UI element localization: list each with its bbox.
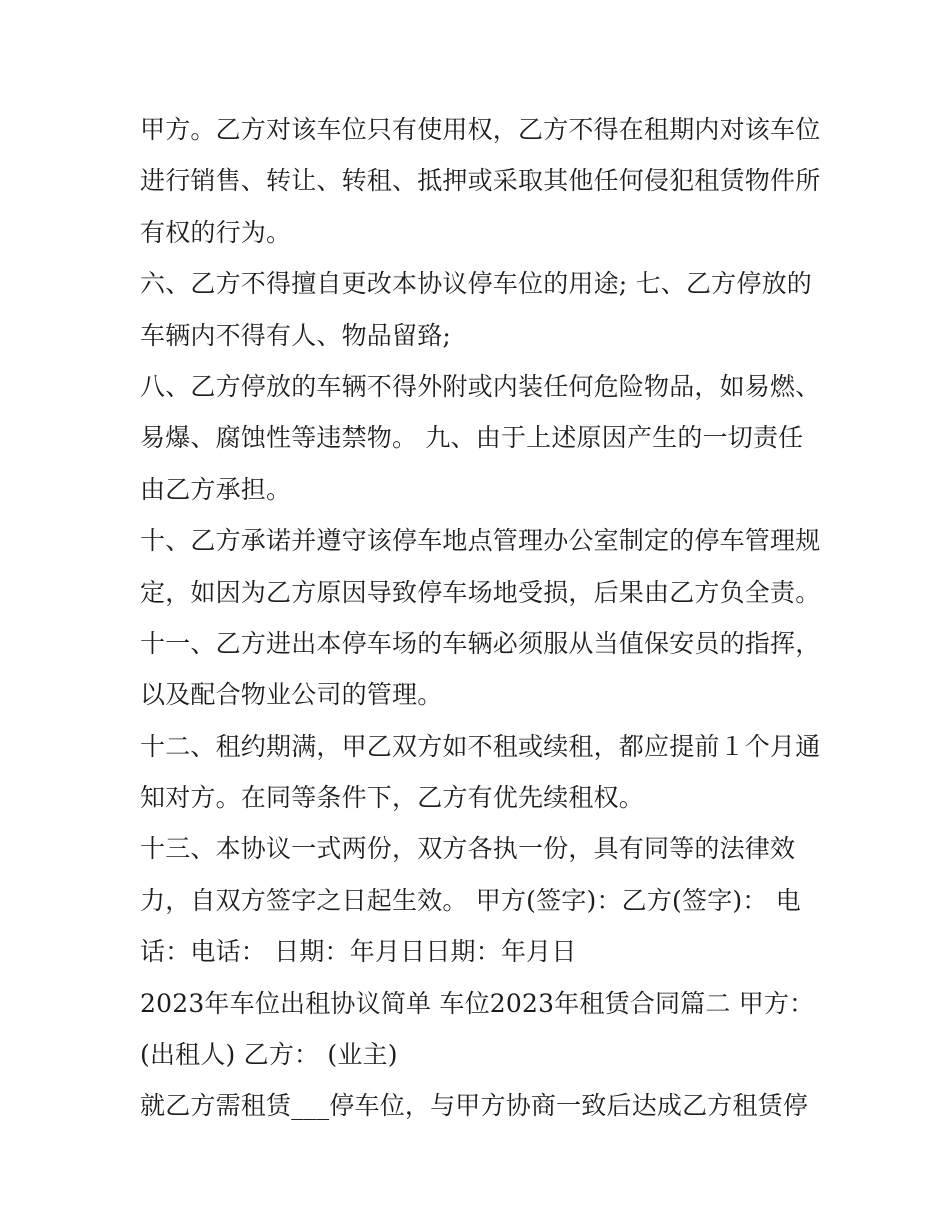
text-line: 十二、租约期满，甲乙双方如不租或续租，都应提前１个月通 — [140, 731, 821, 761]
text-line: 六、乙方不得擅自更改本协议停车位的用途; 七、乙方停放的 — [140, 269, 812, 299]
text-line: 十一、乙方进出本停车场的车辆必须服从当值保安员的指挥， — [140, 628, 821, 658]
document-body — [140, 104, 830, 1132]
text-line: 由乙方承担。 — [140, 474, 292, 504]
text-line: 以及配合物业公司的管理。 — [140, 680, 443, 710]
text-line: 话：电话： 日期：年月日日期：年月日 — [140, 937, 577, 967]
text-line: 2023年车位出租协议简单 车位2023年租赁合同篇二 甲方： — [140, 988, 815, 1018]
text-line: 就乙方需租赁___停车位，与甲方协商一致后达成乙方租赁停 — [140, 1091, 809, 1121]
text-line: (出租人) 乙方： (业主) — [140, 1040, 398, 1070]
text-line: 有权的行为。 — [140, 217, 292, 247]
text-line: 进行销售、转让、转租、抵押或采取其他任何侵犯租赁物件所 — [140, 166, 821, 196]
text-line: 甲方。乙方对该车位只有使用权，乙方不得在租期内对该车位 — [140, 115, 821, 144]
text-line: 八、乙方停放的车辆不得外附或内装任何危险物品，如易燃、 — [140, 371, 821, 401]
text-line: 定，如因为乙方原因导致停车场地受损，后果由乙方负全责。 — [140, 577, 821, 607]
text-line: 力，自双方签字之日起生效。 甲方(签字)：乙方(签字)： 电 — [140, 885, 801, 915]
text-line: 十三、本协议一式两份，双方各执一份，具有同等的法律效 — [140, 834, 796, 864]
text-line: 车辆内不得有人、物品留臵; — [140, 320, 452, 350]
text-line: 十、乙方承诺并遵守该停车地点管理办公室制定的停车管理规 — [140, 526, 821, 556]
text-line: 易爆、腐蚀性等违禁物。 九、由于上述原因产生的一切责任 — [140, 423, 804, 453]
text-line: 知对方。在同等条件下，乙方有优先续租权。 — [140, 783, 645, 813]
